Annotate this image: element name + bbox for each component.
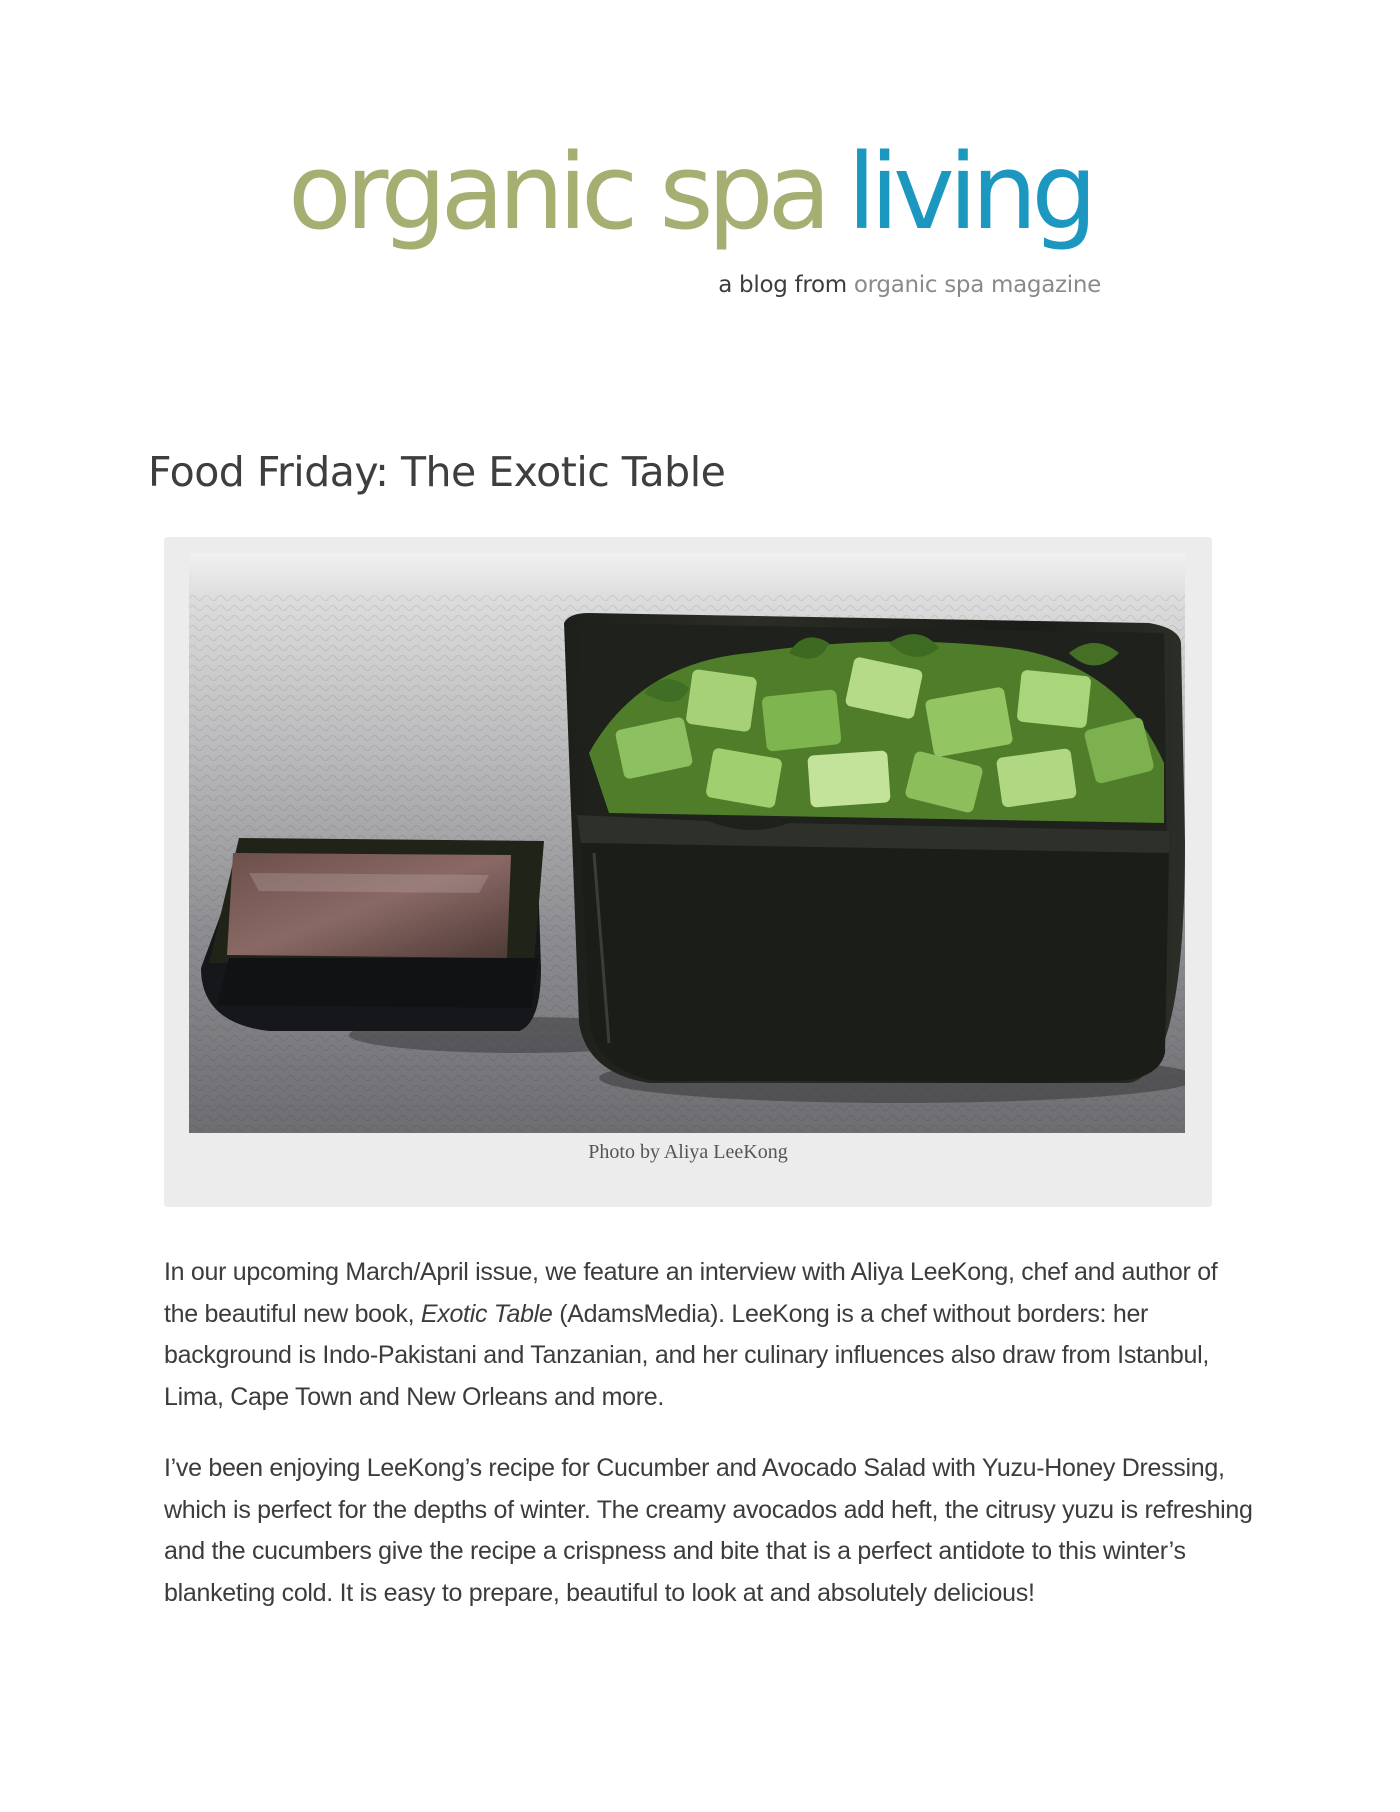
article-body xyxy=(164,1252,1254,1644)
paragraph-intro xyxy=(164,1252,1254,1418)
paragraph-intro-text-before: In our upcoming March/April issue, we feature an interview with Aliya LeeKong, chef and author of the beautiful new book, xyxy=(164,1258,1218,1328)
masthead xyxy=(0,131,1400,310)
tagline-prefix: a blog from xyxy=(718,272,854,298)
tagline-magazine: organic spa magazine xyxy=(853,272,1101,298)
site-logo[interactable] xyxy=(288,131,1092,253)
logo-organic-spa: organic spa xyxy=(288,131,826,253)
image-caption: Photo by Aliya LeeKong xyxy=(588,1141,788,1163)
site-tagline xyxy=(718,272,1101,298)
post-image-figure xyxy=(164,537,1212,1207)
post-title: Food Friday: The Exotic Table xyxy=(148,448,726,496)
salad-photo xyxy=(189,553,1185,1133)
paragraph-intro-text-after: (AdamsMedia). LeeKong is a chef without borders: her background is Indo-Pakistani and Tanzanian, and her culinary influences also draw from Istanbul, Lima, Cape Town and New Orleans and more. xyxy=(164,1299,1209,1411)
logo-living: living xyxy=(847,131,1092,253)
book-title: Exotic Table xyxy=(420,1299,553,1328)
paragraph-recipe: I’ve been enjoying LeeKong’s recipe for Cucumber and Avocado Salad with Yuzu-Honey Dressing, which is perfect for the depths of winter. The creamy avocados add heft, the citrusy yuzu is refreshing and the cucumbers give the recipe a crispness and bite that is a perfect antidote to this winter’s blanketing cold. It is easy to prepare, beautiful to look at and absolutely delicious! xyxy=(164,1454,1253,1607)
